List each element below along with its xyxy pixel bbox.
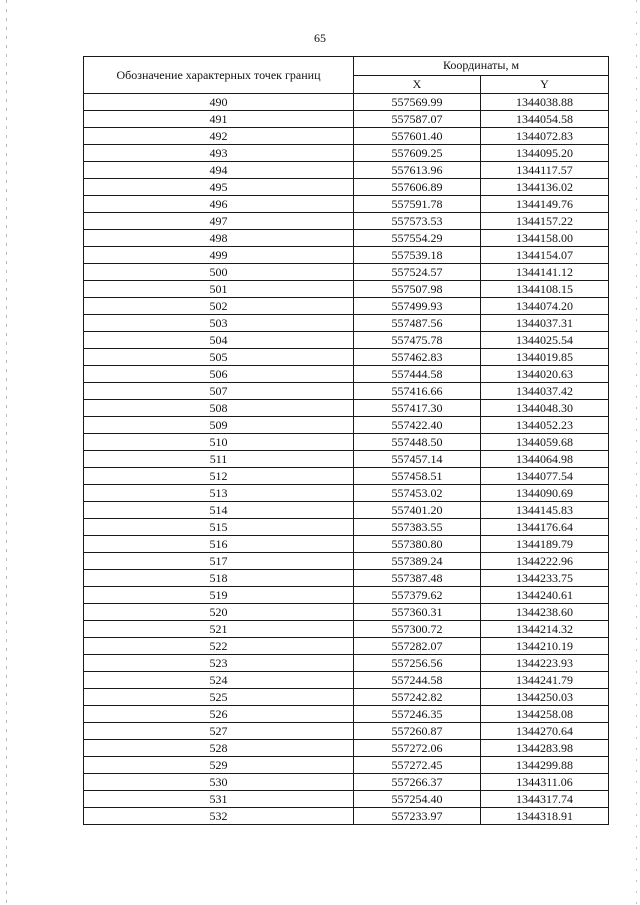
x-cell: 557260.87: [354, 723, 481, 740]
point-cell: 512: [84, 468, 354, 485]
table-row: [84, 247, 609, 264]
point-cell: 490: [84, 94, 354, 111]
y-cell: 1344059.68: [481, 434, 609, 451]
x-cell: 557462.83: [354, 349, 481, 366]
table-row: [84, 94, 609, 111]
point-cell: 507: [84, 383, 354, 400]
y-cell: 1344318.91: [481, 808, 609, 825]
table-row: [84, 196, 609, 213]
table-row: [84, 417, 609, 434]
table-row: [84, 434, 609, 451]
table-row: [84, 638, 609, 655]
x-cell: 557422.40: [354, 417, 481, 434]
table-row: [84, 723, 609, 740]
point-cell: 530: [84, 774, 354, 791]
point-cell: 528: [84, 740, 354, 757]
table-row: [84, 604, 609, 621]
y-cell: 1344222.96: [481, 553, 609, 570]
point-cell: 497: [84, 213, 354, 230]
table-row: [84, 451, 609, 468]
point-cell: 504: [84, 332, 354, 349]
y-cell: 1344176.64: [481, 519, 609, 536]
point-cell: 493: [84, 145, 354, 162]
y-cell: 1344283.98: [481, 740, 609, 757]
table-row: [84, 128, 609, 145]
y-cell: 1344052.23: [481, 417, 609, 434]
x-cell: 557360.31: [354, 604, 481, 621]
x-cell: 557569.99: [354, 94, 481, 111]
header-point-designation: Обозначение характерных точек границ: [84, 57, 354, 94]
table-row: [84, 349, 609, 366]
x-cell: 557507.98: [354, 281, 481, 298]
point-cell: 501: [84, 281, 354, 298]
x-cell: 557300.72: [354, 621, 481, 638]
point-cell: 503: [84, 315, 354, 332]
table-row: [84, 145, 609, 162]
table-body: [84, 94, 609, 825]
table-row: [84, 366, 609, 383]
point-cell: 526: [84, 706, 354, 723]
y-cell: 1344077.54: [481, 468, 609, 485]
y-cell: 1344074.20: [481, 298, 609, 315]
point-cell: 529: [84, 757, 354, 774]
scan-edge-left: [6, 0, 7, 905]
point-cell: 524: [84, 672, 354, 689]
x-cell: 557416.66: [354, 383, 481, 400]
x-cell: 557613.96: [354, 162, 481, 179]
y-cell: 1344317.74: [481, 791, 609, 808]
y-cell: 1344145.83: [481, 502, 609, 519]
y-cell: 1344054.58: [481, 111, 609, 128]
table-row: [84, 519, 609, 536]
table-row: [84, 740, 609, 757]
point-cell: 496: [84, 196, 354, 213]
y-cell: 1344241.79: [481, 672, 609, 689]
x-cell: 557242.82: [354, 689, 481, 706]
point-cell: 531: [84, 791, 354, 808]
x-cell: 557448.50: [354, 434, 481, 451]
table-row: [84, 621, 609, 638]
y-cell: 1344037.31: [481, 315, 609, 332]
point-cell: 505: [84, 349, 354, 366]
x-cell: 557233.97: [354, 808, 481, 825]
x-cell: 557244.58: [354, 672, 481, 689]
table-row: [84, 264, 609, 281]
table-row: [84, 587, 609, 604]
table-row: [84, 281, 609, 298]
x-cell: 557282.07: [354, 638, 481, 655]
y-cell: 1344149.76: [481, 196, 609, 213]
y-cell: 1344038.88: [481, 94, 609, 111]
point-cell: 517: [84, 553, 354, 570]
y-cell: 1344233.75: [481, 570, 609, 587]
x-cell: 557444.58: [354, 366, 481, 383]
y-cell: 1344108.15: [481, 281, 609, 298]
table-row: [84, 502, 609, 519]
y-cell: 1344214.32: [481, 621, 609, 638]
point-cell: 514: [84, 502, 354, 519]
y-cell: 1344154.07: [481, 247, 609, 264]
x-cell: 557417.30: [354, 400, 481, 417]
point-cell: 522: [84, 638, 354, 655]
x-cell: 557389.24: [354, 553, 481, 570]
table-row: [84, 655, 609, 672]
table-row: [84, 332, 609, 349]
header-coordinates: Координаты, м: [354, 57, 609, 76]
header-x: X: [354, 75, 481, 94]
table-row: [84, 230, 609, 247]
point-cell: 525: [84, 689, 354, 706]
y-cell: 1344064.98: [481, 451, 609, 468]
point-cell: 527: [84, 723, 354, 740]
table-row: [84, 468, 609, 485]
table-row: [84, 570, 609, 587]
x-cell: 557383.55: [354, 519, 481, 536]
x-cell: 557458.51: [354, 468, 481, 485]
x-cell: 557539.18: [354, 247, 481, 264]
table-row: [84, 400, 609, 417]
x-cell: 557606.89: [354, 179, 481, 196]
x-cell: 557609.25: [354, 145, 481, 162]
table-row: [84, 774, 609, 791]
point-cell: 498: [84, 230, 354, 247]
y-cell: 1344189.79: [481, 536, 609, 553]
y-cell: 1344136.02: [481, 179, 609, 196]
x-cell: 557401.20: [354, 502, 481, 519]
table-row: [84, 485, 609, 502]
y-cell: 1344158.00: [481, 230, 609, 247]
y-cell: 1344117.57: [481, 162, 609, 179]
point-cell: 494: [84, 162, 354, 179]
header-y: Y: [481, 75, 609, 94]
point-cell: 519: [84, 587, 354, 604]
x-cell: 557524.57: [354, 264, 481, 281]
coordinates-table: [83, 56, 609, 825]
x-cell: 557487.56: [354, 315, 481, 332]
point-cell: 491: [84, 111, 354, 128]
y-cell: 1344020.63: [481, 366, 609, 383]
table-row: [84, 689, 609, 706]
y-cell: 1344141.12: [481, 264, 609, 281]
table-row: [84, 213, 609, 230]
x-cell: 557591.78: [354, 196, 481, 213]
y-cell: 1344258.08: [481, 706, 609, 723]
scan-edge-right: [636, 0, 637, 905]
point-cell: 510: [84, 434, 354, 451]
x-cell: 557601.40: [354, 128, 481, 145]
y-cell: 1344238.60: [481, 604, 609, 621]
y-cell: 1344090.69: [481, 485, 609, 502]
x-cell: 557272.06: [354, 740, 481, 757]
point-cell: 492: [84, 128, 354, 145]
y-cell: 1344240.61: [481, 587, 609, 604]
x-cell: 557587.07: [354, 111, 481, 128]
x-cell: 557453.02: [354, 485, 481, 502]
point-cell: 523: [84, 655, 354, 672]
y-cell: 1344270.64: [481, 723, 609, 740]
table-row: [84, 808, 609, 825]
point-cell: 516: [84, 536, 354, 553]
point-cell: 515: [84, 519, 354, 536]
y-cell: 1344299.88: [481, 757, 609, 774]
point-cell: 506: [84, 366, 354, 383]
y-cell: 1344037.42: [481, 383, 609, 400]
table-row: [84, 298, 609, 315]
y-cell: 1344250.03: [481, 689, 609, 706]
x-cell: 557266.37: [354, 774, 481, 791]
y-cell: 1344019.85: [481, 349, 609, 366]
y-cell: 1344025.54: [481, 332, 609, 349]
point-cell: 532: [84, 808, 354, 825]
y-cell: 1344210.19: [481, 638, 609, 655]
point-cell: 500: [84, 264, 354, 281]
x-cell: 557573.53: [354, 213, 481, 230]
table-row: [84, 672, 609, 689]
x-cell: 557387.48: [354, 570, 481, 587]
y-cell: 1344095.20: [481, 145, 609, 162]
x-cell: 557254.40: [354, 791, 481, 808]
x-cell: 557475.78: [354, 332, 481, 349]
y-cell: 1344048.30: [481, 400, 609, 417]
y-cell: 1344072.83: [481, 128, 609, 145]
point-cell: 499: [84, 247, 354, 264]
table-row: [84, 179, 609, 196]
page-number: 65: [314, 31, 326, 45]
point-cell: 511: [84, 451, 354, 468]
y-cell: 1344157.22: [481, 213, 609, 230]
point-cell: 513: [84, 485, 354, 502]
x-cell: 557457.14: [354, 451, 481, 468]
x-cell: 557272.45: [354, 757, 481, 774]
table-row: [84, 757, 609, 774]
table-row: [84, 706, 609, 723]
point-cell: 502: [84, 298, 354, 315]
table-row: [84, 315, 609, 332]
point-cell: 518: [84, 570, 354, 587]
table-row: [84, 162, 609, 179]
y-cell: 1344311.06: [481, 774, 609, 791]
table-row: [84, 536, 609, 553]
point-cell: 520: [84, 604, 354, 621]
x-cell: 557256.56: [354, 655, 481, 672]
table-row: [84, 111, 609, 128]
point-cell: 495: [84, 179, 354, 196]
table-row: [84, 791, 609, 808]
x-cell: 557379.62: [354, 587, 481, 604]
table-row: [84, 553, 609, 570]
table-header: [84, 57, 609, 94]
point-cell: 521: [84, 621, 354, 638]
point-cell: 508: [84, 400, 354, 417]
x-cell: 557246.35: [354, 706, 481, 723]
x-cell: 557554.29: [354, 230, 481, 247]
point-cell: 509: [84, 417, 354, 434]
x-cell: 557499.93: [354, 298, 481, 315]
y-cell: 1344223.93: [481, 655, 609, 672]
table-row: [84, 383, 609, 400]
x-cell: 557380.80: [354, 536, 481, 553]
